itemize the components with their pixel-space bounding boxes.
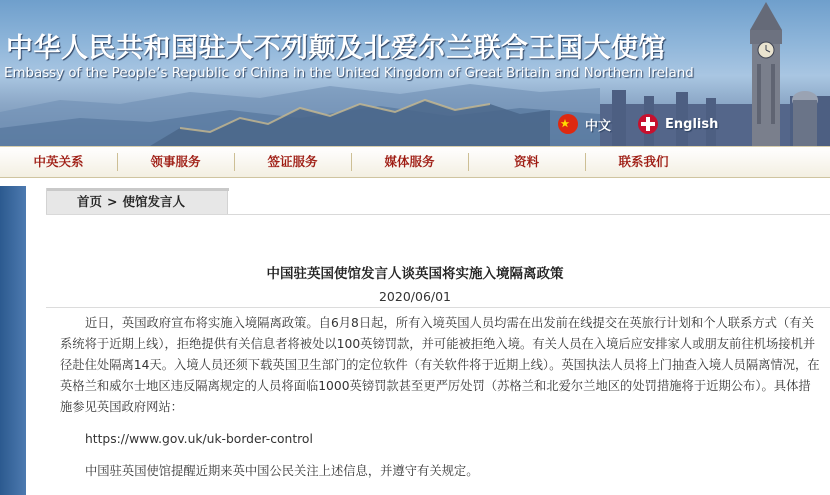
article-body <box>60 313 822 482</box>
article-paragraph-2: 中国驻英国使馆提醒近期来英中国公民关注上述信息，并遵守有关规定。 <box>85 464 479 478</box>
nav-item-contact-us[interactable]: 联系我们 <box>585 147 702 177</box>
china-flag-icon <box>558 114 578 134</box>
gov-uk-url: https://www.gov.uk/uk-border-control <box>85 432 313 446</box>
article-paragraph-1: 近日，英国政府宣布将实施入境隔离政策。自6月8日起，所有入境英国人员均需在出发前在线提交在英旅行计划和个人联系方式（有关系统将于近期上线），拒绝提供有关信息者将被处以100英镑罚款，并可能被拒绝入境。有关人员在入境后应安排家人或朋友前往机场接机并径赴住处隔离14天。入境人员还须下载英国卫生部门的定位软件（有关软件将于近期上线）。英国执法人员将上门抽查入境人员隔离情况，在英格兰和威尔士地区违反隔离规定的人员将面临1000英镑罚款甚至更严厉处罚（苏格兰和北爱尔兰地区的处罚措施将于近期公布）。具体措施参见英国政府网站： <box>60 316 820 414</box>
uk-flag-icon <box>638 114 658 134</box>
article-date: 2020/06/01 <box>378 289 452 304</box>
left-sidebar-strip <box>0 186 26 495</box>
article-title: 中国驻英国使馆发言人谈英国将实施入境隔离政策 <box>266 266 564 282</box>
nav-item-resources[interactable]: 资料 <box>468 147 585 177</box>
nav-item-china-uk-relations[interactable]: 中英关系 <box>33 154 84 169</box>
breadcrumb-spokesperson-link[interactable]: 使馆发言人 <box>122 194 186 209</box>
breadcrumb <box>46 188 228 214</box>
embassy-title-en: Embassy of the People’s Republic of China in the United Kingdom of Great Britain and Northern Ireland <box>4 66 694 81</box>
nav-item-visa-services[interactable]: 签证服务 <box>234 147 351 177</box>
language-english-label: English <box>665 116 719 132</box>
language-chinese-link[interactable] <box>558 114 611 134</box>
embassy-title-zh: 中华人民共和国驻大不列颠及北爱尔兰联合王国大使馆 <box>6 33 666 64</box>
breadcrumb-home-link[interactable]: 首页 <box>77 194 103 209</box>
main-nav <box>0 146 830 178</box>
language-chinese-label: 中文 <box>585 118 612 134</box>
nav-item-consular-services[interactable]: 领事服务 <box>117 147 234 177</box>
nav-item-media-services[interactable]: 媒体服务 <box>351 147 468 177</box>
language-english-link[interactable] <box>638 114 718 134</box>
title-divider <box>46 307 830 308</box>
breadcrumb-separator: > <box>107 194 118 209</box>
header-banner <box>0 0 830 146</box>
breadcrumb-bar <box>46 188 830 215</box>
